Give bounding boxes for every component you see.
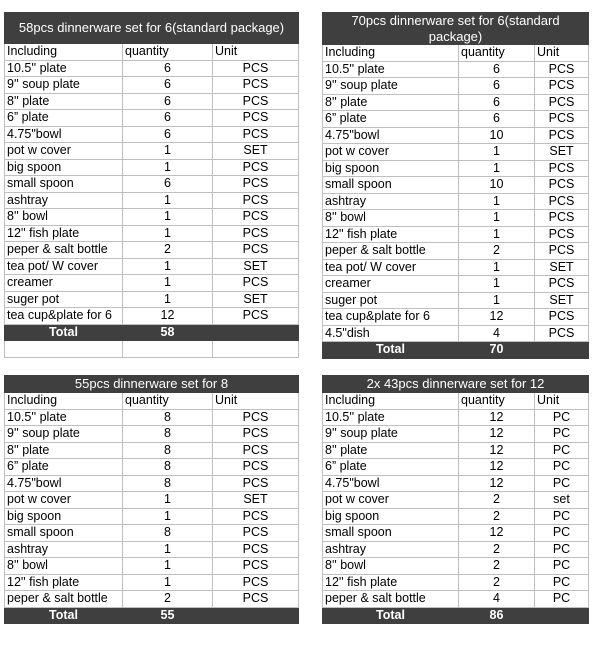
total-label: Total [323, 342, 459, 359]
table-row [323, 94, 589, 111]
item-name: 8'' bowl [323, 210, 459, 227]
table-body [323, 61, 589, 342]
dinnerware-table-55pcs [4, 375, 299, 624]
item-quantity: 1 [123, 143, 213, 160]
table-row [323, 111, 589, 128]
table-row [5, 492, 299, 509]
header-including: Including [5, 393, 123, 410]
item-name: pot w cover [323, 492, 459, 509]
table-row [323, 193, 589, 210]
item-unit: PC [535, 426, 589, 443]
header-unit: Unit [213, 44, 299, 61]
item-quantity: 2 [459, 508, 535, 525]
item-quantity: 12 [459, 475, 535, 492]
total-value: 58 [123, 324, 213, 341]
item-name: big spoon [323, 160, 459, 177]
table-title: 55pcs dinnerware set for 8 [5, 376, 299, 393]
item-quantity: 12 [459, 409, 535, 426]
table-row [323, 442, 589, 459]
item-quantity: 6 [123, 110, 213, 127]
table-row [5, 258, 299, 275]
item-name: peper & salt bottle [5, 591, 123, 608]
item-name: pot w cover [323, 144, 459, 161]
item-unit: PCS [213, 558, 299, 575]
header-including: Including [323, 393, 459, 410]
item-name: small spoon [5, 525, 123, 542]
item-name: suger pot [5, 291, 123, 308]
table-row [323, 127, 589, 144]
item-unit: SET [213, 291, 299, 308]
item-quantity: 12 [123, 308, 213, 325]
item-name: 8'' plate [5, 93, 123, 110]
item-quantity: 1 [123, 159, 213, 176]
table-title: 58pcs dinnerware set for 6(standard package) [5, 13, 299, 44]
table-row [323, 61, 589, 78]
header-including: Including [323, 45, 459, 62]
table-row [323, 226, 589, 243]
item-unit: PCS [213, 209, 299, 226]
table-row [323, 292, 589, 309]
table-row [323, 508, 589, 525]
item-unit: PC [535, 459, 589, 476]
header-including: Including [5, 44, 123, 61]
item-name: creamer [5, 275, 123, 292]
item-quantity: 2 [123, 242, 213, 259]
table-row [5, 225, 299, 242]
item-unit: PCS [535, 276, 589, 293]
item-quantity: 12 [459, 525, 535, 542]
item-name: big spoon [323, 508, 459, 525]
item-unit: SET [535, 292, 589, 309]
table-row [5, 192, 299, 209]
item-unit: PCS [213, 541, 299, 558]
total-row [323, 607, 589, 624]
table-body [5, 409, 299, 607]
item-name: 6” plate [323, 111, 459, 128]
item-name: 12'' fish plate [5, 225, 123, 242]
table-row [323, 492, 589, 509]
item-quantity: 6 [459, 94, 535, 111]
item-name: small spoon [323, 177, 459, 194]
item-name: small spoon [5, 176, 123, 193]
table-row [5, 176, 299, 193]
item-quantity: 2 [459, 541, 535, 558]
table-row [323, 309, 589, 326]
table-row [5, 525, 299, 542]
table-row [5, 242, 299, 259]
item-quantity: 12 [459, 459, 535, 476]
item-name: pot w cover [5, 492, 123, 509]
table-row [323, 591, 589, 608]
item-name: 8'' plate [323, 94, 459, 111]
item-name: creamer [323, 276, 459, 293]
item-unit: PC [535, 558, 589, 575]
header-quantity: quantity [459, 393, 535, 410]
table-body [323, 409, 589, 607]
item-unit: SET [213, 258, 299, 275]
item-unit: PCS [213, 225, 299, 242]
item-unit: SET [213, 492, 299, 509]
item-name: 12'' fish plate [5, 574, 123, 591]
item-name: 9'' soup plate [5, 426, 123, 443]
item-quantity: 12 [459, 309, 535, 326]
item-unit: PCS [213, 110, 299, 127]
item-unit: PC [535, 409, 589, 426]
item-unit: PCS [535, 210, 589, 227]
total-row [323, 342, 589, 359]
item-unit: PCS [213, 459, 299, 476]
item-quantity: 1 [123, 209, 213, 226]
item-quantity: 1 [123, 291, 213, 308]
table-row [323, 574, 589, 591]
item-name: 12'' fish plate [323, 226, 459, 243]
header-quantity: quantity [123, 44, 213, 61]
item-unit: PCS [213, 426, 299, 443]
item-name: small spoon [323, 525, 459, 542]
item-unit: PCS [535, 111, 589, 128]
item-quantity: 6 [123, 176, 213, 193]
item-quantity: 2 [459, 243, 535, 260]
item-name: 6” plate [5, 459, 123, 476]
item-quantity: 8 [123, 475, 213, 492]
table-row [5, 110, 299, 127]
item-quantity: 1 [459, 160, 535, 177]
table-row [5, 93, 299, 110]
item-quantity: 6 [459, 111, 535, 128]
item-quantity: 1 [459, 193, 535, 210]
item-name: peper & salt bottle [323, 591, 459, 608]
item-name: pot w cover [5, 143, 123, 160]
item-unit: SET [535, 144, 589, 161]
table-row [5, 143, 299, 160]
item-name: ashtray [323, 541, 459, 558]
item-quantity: 1 [459, 292, 535, 309]
item-quantity: 8 [123, 409, 213, 426]
item-name: 8'' plate [5, 442, 123, 459]
item-unit: PCS [213, 126, 299, 143]
item-unit: PCS [535, 243, 589, 260]
item-name: big spoon [5, 508, 123, 525]
item-unit: PCS [535, 94, 589, 111]
item-name: 4.75"bowl [323, 475, 459, 492]
table-row [323, 525, 589, 542]
item-unit: PCS [213, 77, 299, 94]
item-quantity: 1 [123, 558, 213, 575]
item-name: 8'' bowl [5, 558, 123, 575]
item-name: 4.75"bowl [323, 127, 459, 144]
item-quantity: 8 [123, 426, 213, 443]
item-name: 10.5'' plate [323, 61, 459, 78]
item-quantity: 10 [459, 177, 535, 194]
item-name: 8'' bowl [5, 209, 123, 226]
total-value: 86 [459, 607, 535, 624]
header-unit: Unit [213, 393, 299, 410]
item-quantity: 1 [123, 258, 213, 275]
item-name: 4.5"dish [323, 325, 459, 342]
table-row [5, 77, 299, 94]
item-unit: PCS [213, 176, 299, 193]
table-row [5, 60, 299, 77]
item-quantity: 1 [123, 574, 213, 591]
table-row [5, 291, 299, 308]
item-unit: PCS [535, 193, 589, 210]
table-row [5, 475, 299, 492]
item-name: tea cup&plate for 6 [5, 308, 123, 325]
total-label: Total [323, 607, 459, 624]
item-name: 10.5'' plate [323, 409, 459, 426]
table-row [323, 325, 589, 342]
item-unit: PCS [213, 93, 299, 110]
header-unit: Unit [535, 45, 589, 62]
total-value: 70 [459, 342, 535, 359]
item-unit: set [535, 492, 589, 509]
item-quantity: 6 [123, 126, 213, 143]
item-unit: PCS [213, 525, 299, 542]
item-name: big spoon [5, 159, 123, 176]
item-name: peper & salt bottle [5, 242, 123, 259]
table-row [5, 159, 299, 176]
item-unit: PC [535, 442, 589, 459]
table-row [323, 144, 589, 161]
item-name: 10.5'' plate [5, 409, 123, 426]
header-unit: Unit [535, 393, 589, 410]
table-row [323, 177, 589, 194]
item-quantity: 6 [459, 78, 535, 95]
item-unit: PC [535, 574, 589, 591]
item-quantity: 1 [123, 492, 213, 509]
item-quantity: 12 [459, 426, 535, 443]
table-title: 2x 43pcs dinnerware set for 12 [323, 376, 589, 393]
table-row [323, 541, 589, 558]
item-unit: PC [535, 508, 589, 525]
item-unit: PCS [535, 325, 589, 342]
item-name: 9'' soup plate [323, 78, 459, 95]
item-name: 4.75"bowl [5, 126, 123, 143]
item-unit: PCS [213, 192, 299, 209]
item-quantity: 1 [123, 508, 213, 525]
item-name: ashtray [5, 192, 123, 209]
table-row [5, 209, 299, 226]
table-row [5, 574, 299, 591]
item-quantity: 4 [459, 591, 535, 608]
item-unit: PCS [213, 591, 299, 608]
item-unit: PCS [213, 308, 299, 325]
table-row [323, 475, 589, 492]
item-quantity: 1 [123, 225, 213, 242]
item-unit: PC [535, 475, 589, 492]
item-unit: PCS [535, 78, 589, 95]
dinnerware-table-2x43pcs [322, 375, 589, 624]
total-label: Total [5, 324, 123, 341]
item-unit: PCS [535, 127, 589, 144]
item-name: 9'' soup plate [323, 426, 459, 443]
table-row [5, 591, 299, 608]
item-quantity: 4 [459, 325, 535, 342]
item-name: 4.75"bowl [5, 475, 123, 492]
item-quantity: 6 [459, 61, 535, 78]
item-quantity: 1 [459, 144, 535, 161]
item-name: peper & salt bottle [323, 243, 459, 260]
item-unit: PCS [535, 226, 589, 243]
item-quantity: 10 [459, 127, 535, 144]
item-quantity: 1 [459, 276, 535, 293]
item-unit: PCS [213, 442, 299, 459]
item-quantity: 8 [123, 442, 213, 459]
item-unit: PCS [535, 61, 589, 78]
table-row [323, 409, 589, 426]
item-unit: PCS [535, 309, 589, 326]
item-name: ashtray [323, 193, 459, 210]
table-row [323, 78, 589, 95]
item-quantity: 1 [459, 210, 535, 227]
item-quantity: 2 [459, 574, 535, 591]
table-row [5, 442, 299, 459]
item-name: tea cup&plate for 6 [323, 309, 459, 326]
item-unit: SET [535, 259, 589, 276]
item-unit: PCS [213, 159, 299, 176]
table-row [5, 308, 299, 325]
item-name: 12'' fish plate [323, 574, 459, 591]
item-unit: PC [535, 541, 589, 558]
item-unit: PCS [535, 160, 589, 177]
table-row [323, 210, 589, 227]
item-quantity: 8 [123, 525, 213, 542]
item-quantity: 2 [459, 558, 535, 575]
item-quantity: 1 [123, 192, 213, 209]
table-row [5, 459, 299, 476]
item-quantity: 1 [123, 541, 213, 558]
item-unit: PCS [213, 475, 299, 492]
header-quantity: quantity [123, 393, 213, 410]
table-row [5, 126, 299, 143]
item-unit: PCS [213, 60, 299, 77]
table-row [5, 541, 299, 558]
item-quantity: 2 [459, 492, 535, 509]
item-name: 10.5'' plate [5, 60, 123, 77]
item-name: 8'' bowl [323, 558, 459, 575]
item-unit: PC [535, 591, 589, 608]
item-quantity: 6 [123, 77, 213, 94]
item-name: 6” plate [323, 459, 459, 476]
item-quantity: 12 [459, 442, 535, 459]
table-row [5, 558, 299, 575]
item-name: tea pot/ W cover [323, 259, 459, 276]
item-name: 6” plate [5, 110, 123, 127]
total-label: Total [5, 607, 123, 624]
item-unit: PCS [213, 242, 299, 259]
total-row [5, 607, 299, 624]
item-quantity: 6 [123, 93, 213, 110]
item-name: tea pot/ W cover [5, 258, 123, 275]
table-body [5, 60, 299, 324]
table-row [323, 558, 589, 575]
item-quantity: 8 [123, 459, 213, 476]
header-quantity: quantity [459, 45, 535, 62]
table-row [323, 259, 589, 276]
total-value: 55 [123, 607, 213, 624]
table-row [5, 426, 299, 443]
item-unit: PCS [213, 574, 299, 591]
table-row [323, 160, 589, 177]
item-quantity: 1 [459, 259, 535, 276]
item-unit: PC [535, 525, 589, 542]
item-unit: PCS [213, 275, 299, 292]
table-row [323, 243, 589, 260]
table-row [5, 409, 299, 426]
total-row [5, 324, 299, 341]
table-row [323, 459, 589, 476]
table-row [5, 275, 299, 292]
item-unit: PCS [535, 177, 589, 194]
dinnerware-table-58pcs [4, 12, 299, 358]
item-unit: PCS [213, 409, 299, 426]
table-row [323, 276, 589, 293]
item-name: 9'' soup plate [5, 77, 123, 94]
item-quantity: 1 [459, 226, 535, 243]
table-title: 70pcs dinnerware set for 6(standard package) [323, 13, 589, 45]
item-name: 8'' plate [323, 442, 459, 459]
item-name: suger pot [323, 292, 459, 309]
table-row [323, 426, 589, 443]
dinnerware-table-70pcs [322, 12, 589, 359]
table-row [5, 508, 299, 525]
item-quantity: 6 [123, 60, 213, 77]
item-name: ashtray [5, 541, 123, 558]
item-unit: SET [213, 143, 299, 160]
item-quantity: 2 [123, 591, 213, 608]
item-quantity: 1 [123, 275, 213, 292]
item-unit: PCS [213, 508, 299, 525]
